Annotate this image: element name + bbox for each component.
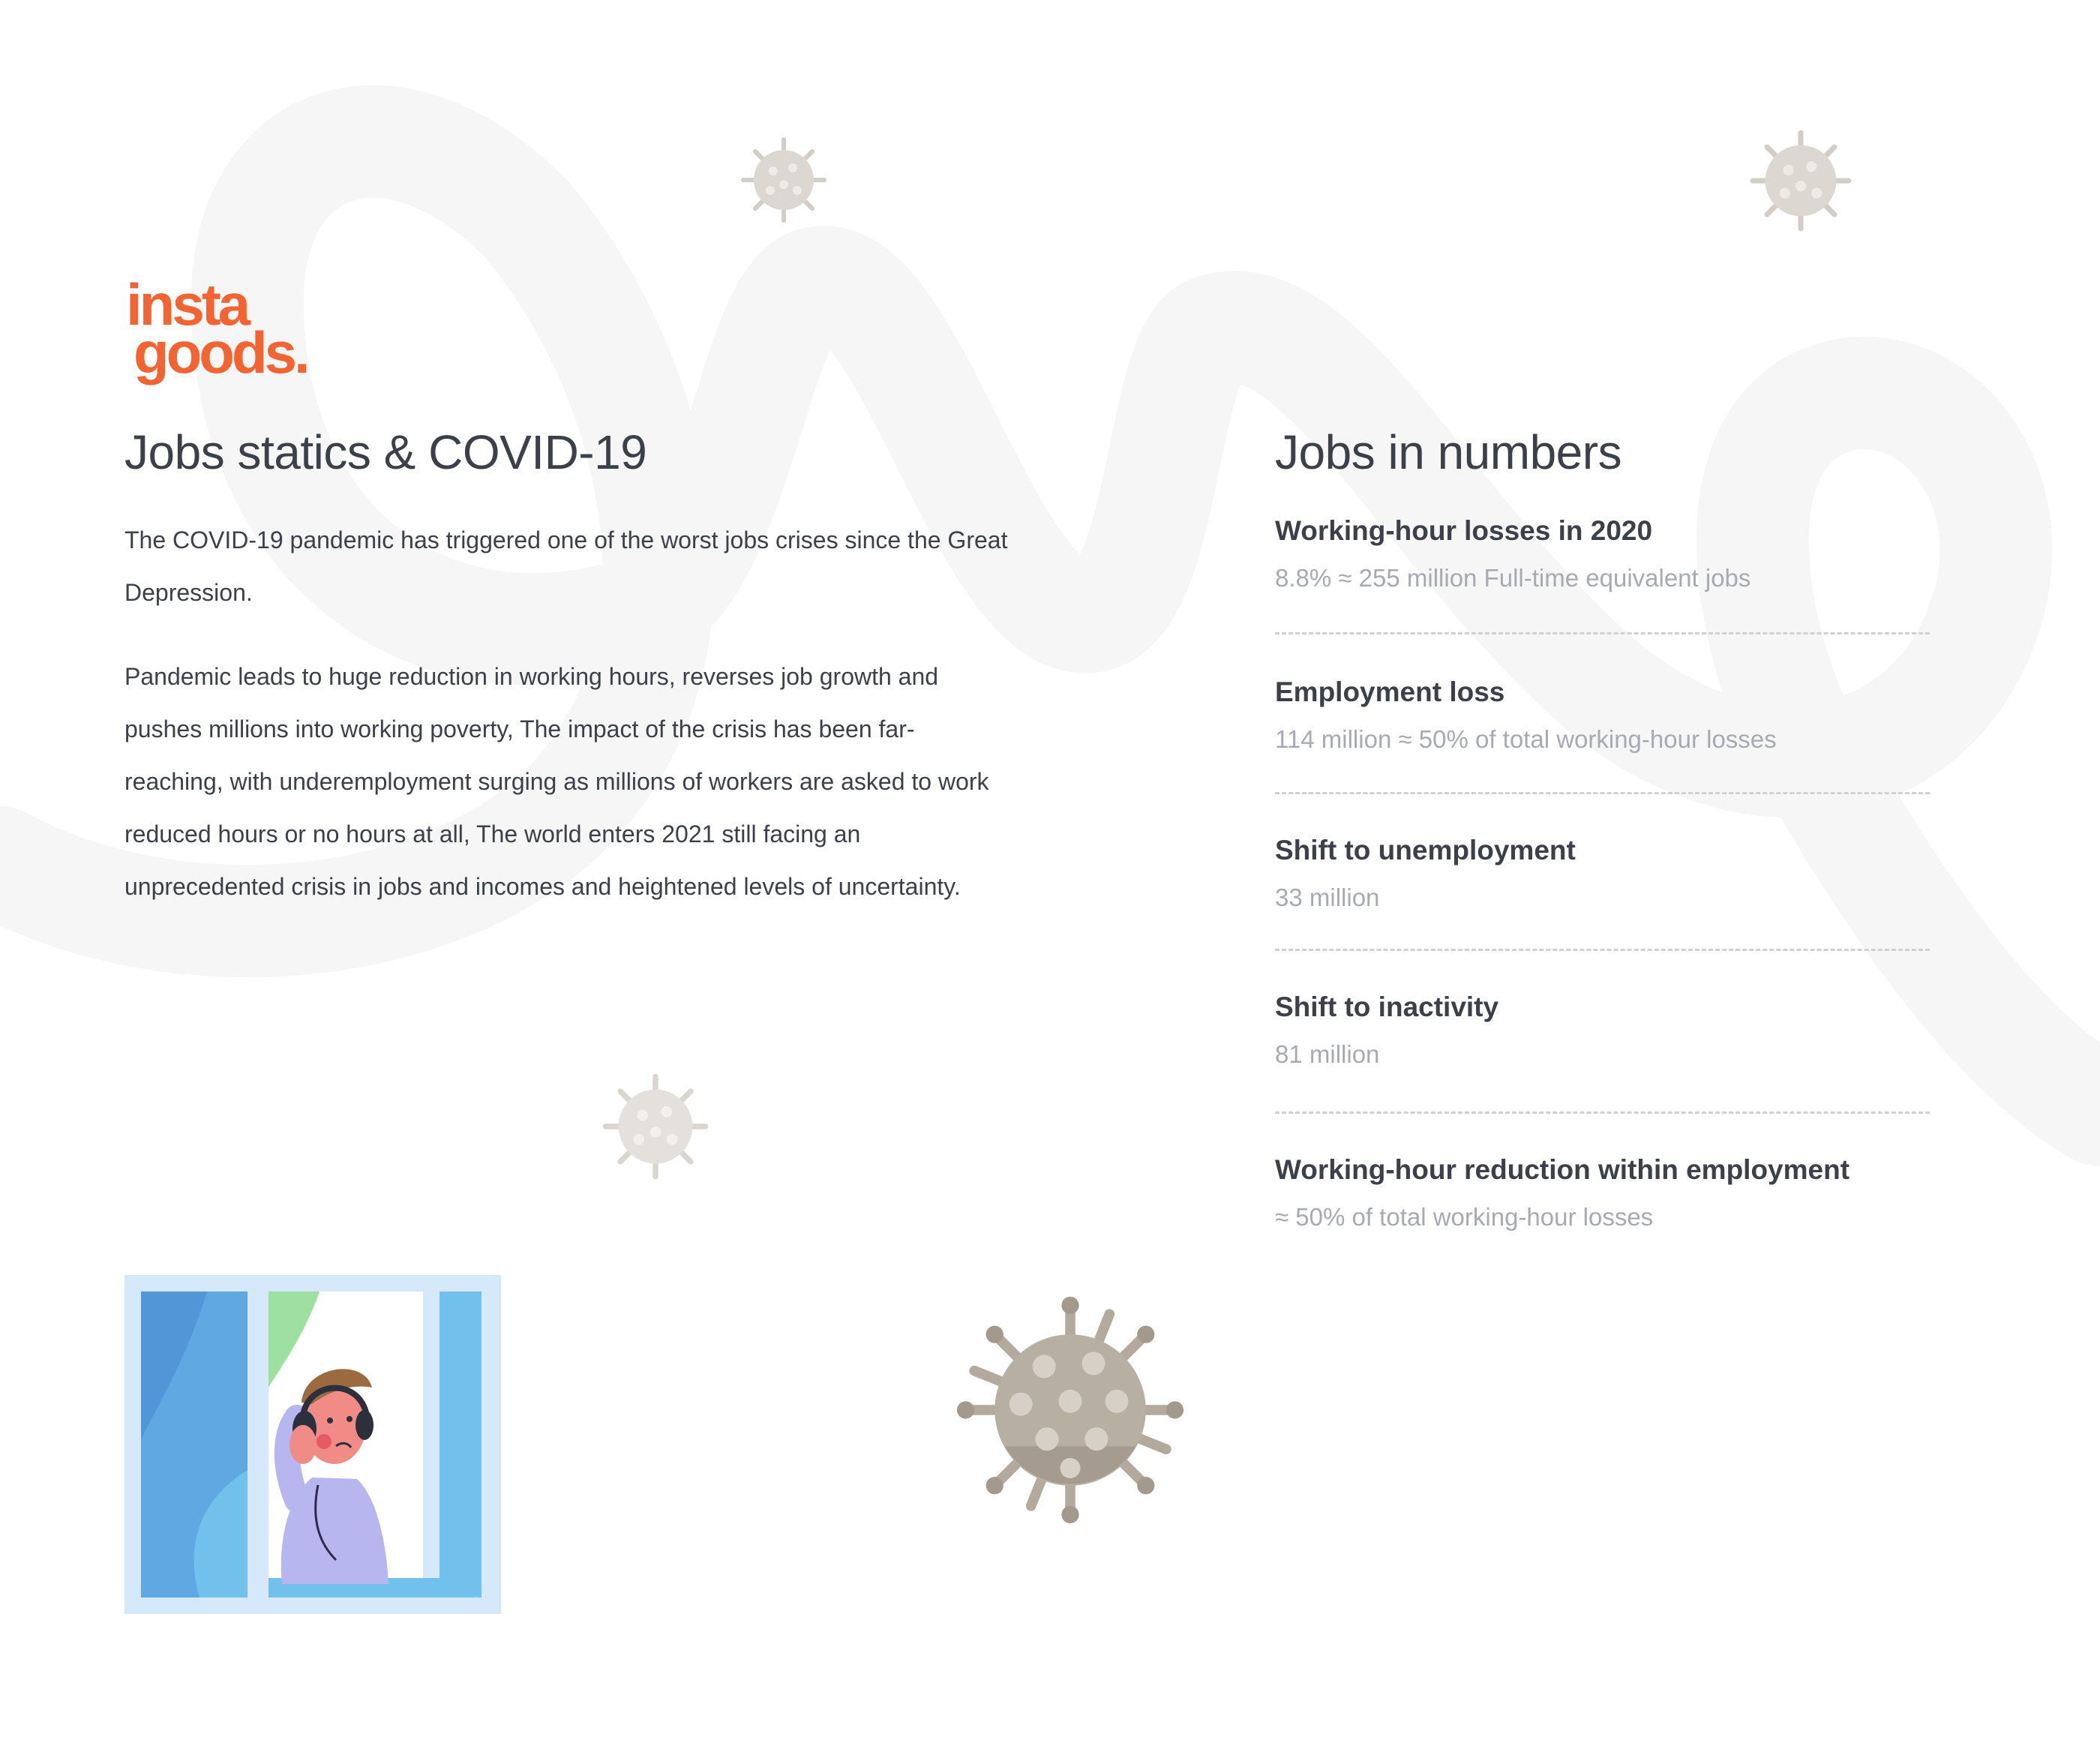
- stat-title: Working-hour losses in 2020: [1275, 515, 1653, 546]
- virus-icon: [739, 135, 829, 225]
- stat-title: Shift to inactivity: [1275, 992, 1499, 1022]
- stat-list: [1275, 481, 1930, 1249]
- section-title: Jobs in numbers: [1275, 425, 1622, 479]
- stat-value: 33 million: [1275, 884, 1380, 911]
- intro-section: [124, 424, 1010, 913]
- stat-value: 81 million: [1275, 1040, 1380, 1068]
- stat-value: 114 million ≈ 50% of total working-hour losses: [1275, 725, 1777, 753]
- stat-item: [1275, 951, 1930, 1112]
- virus-icon: [1748, 128, 1854, 234]
- logo-line-2: goods.: [134, 320, 308, 386]
- stat-item: [1275, 634, 1930, 792]
- stat-title: Employment loss: [1275, 676, 1505, 707]
- stat-value: 8.8% ≈ 255 million Full-time equivalent jobs: [1275, 564, 1751, 592]
- stat-item: [1275, 794, 1930, 949]
- intro-paragraph-2: Pandemic leads to huge reduction in working hours, reverses job growth and pushes millions into working poverty, The impact of the crisis has been far-reaching, with underemployment surging as millions of workers are asked to work reduced hours or no hours at all, The world enters 2021 still facing an unprecedented crisis in jobs and incomes and heightened levels of uncertainty.: [124, 663, 989, 900]
- virus-icon: [600, 1071, 711, 1182]
- stat-item: [1275, 481, 1930, 632]
- virus-icon: [954, 1294, 1186, 1526]
- stat-title: Shift to unemployment: [1275, 835, 1576, 866]
- stat-item: [1275, 1114, 1930, 1249]
- brand-logo: [124, 274, 350, 394]
- stat-value: ≈ 50% of total working-hour losses: [1275, 1203, 1654, 1231]
- stat-title: Working-hour reduction within employment: [1275, 1154, 1850, 1185]
- page-title: Jobs statics & COVID-19: [124, 425, 647, 479]
- jobs-in-numbers-section: [1275, 424, 1930, 1249]
- intro-paragraph-1: The COVID-19 pandemic has triggered one of the worst jobs crises since the Great Depression.: [124, 526, 1008, 606]
- logo-line-1: insta: [126, 274, 248, 338]
- person-in-window-illustration: [124, 1275, 501, 1614]
